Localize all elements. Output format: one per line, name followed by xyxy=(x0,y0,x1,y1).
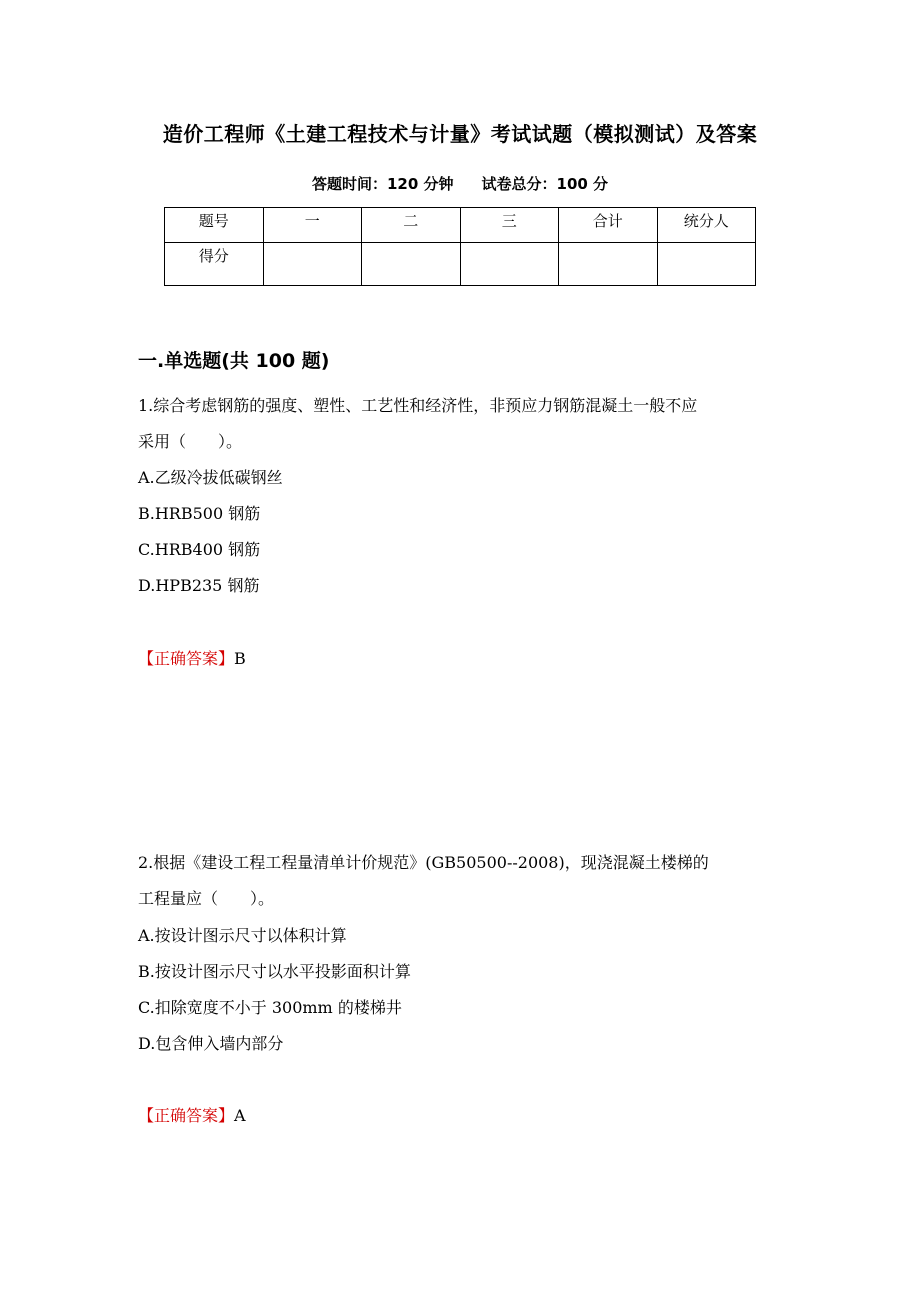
question-2-answer xyxy=(138,1103,246,1126)
score-table-header-row xyxy=(165,208,756,243)
score-cell xyxy=(460,243,559,286)
question-1-answer xyxy=(138,646,246,669)
score-header-cell: 题号 xyxy=(165,208,264,243)
score-row-label: 得分 xyxy=(165,243,264,286)
answer-value: B xyxy=(234,649,246,668)
question-2-option-d: D.包含伸入墙内部分 xyxy=(138,1034,284,1053)
question-2-stem-line2: 工程量应（ ）。 xyxy=(138,889,275,908)
score-cell xyxy=(263,243,362,286)
question-1-stem-line2: 采用（ ）。 xyxy=(138,432,243,451)
question-1-option-a: A.乙级冷拔低碳钢丝 xyxy=(138,468,283,487)
exam-total-score: 试卷总分：100 分 xyxy=(481,175,609,193)
question-2-option-b: B.按设计图示尺寸以水平投影面积计算 xyxy=(138,962,411,981)
exam-info xyxy=(0,173,920,194)
score-table-score-row xyxy=(165,243,756,286)
question-2-stem-line1: 2.根据《建设工程工程量清单计价规范》(GB50500--2008)，现浇混凝土楼梯的 xyxy=(138,853,709,872)
score-header-cell: 二 xyxy=(362,208,461,243)
section-title: 一.单选题(共 100 题) xyxy=(138,350,330,372)
score-header-cell: 合计 xyxy=(559,208,658,243)
question-1-stem-line1: 1.综合考虑钢筋的强度、塑性、工艺性和经济性，非预应力钢筋混凝土一般不应 xyxy=(138,396,698,415)
question-2-option-a: A.按设计图示尺寸以体积计算 xyxy=(138,926,347,945)
score-cell xyxy=(657,243,756,286)
question-1-option-b: B.HRB500 钢筋 xyxy=(138,504,261,523)
score-header-cell: 一 xyxy=(263,208,362,243)
question-2-option-c: C.扣除宽度不小于 300mm 的楼梯井 xyxy=(138,998,402,1017)
document-title: 造价工程师《土建工程技术与计量》考试试题（模拟测试）及答案 xyxy=(162,122,758,146)
answer-tag: 【正确答案】 xyxy=(138,1106,235,1125)
score-cell xyxy=(559,243,658,286)
question-1-option-c: C.HRB400 钢筋 xyxy=(138,540,261,559)
exam-time: 答题时间：120 分钟 xyxy=(311,175,454,193)
score-cell xyxy=(362,243,461,286)
answer-value: A xyxy=(234,1106,246,1125)
question-1-option-d: D.HPB235 钢筋 xyxy=(138,576,260,595)
score-header-cell: 三 xyxy=(460,208,559,243)
answer-tag: 【正确答案】 xyxy=(138,649,235,668)
score-table xyxy=(164,207,756,286)
score-header-cell: 统分人 xyxy=(657,208,756,243)
